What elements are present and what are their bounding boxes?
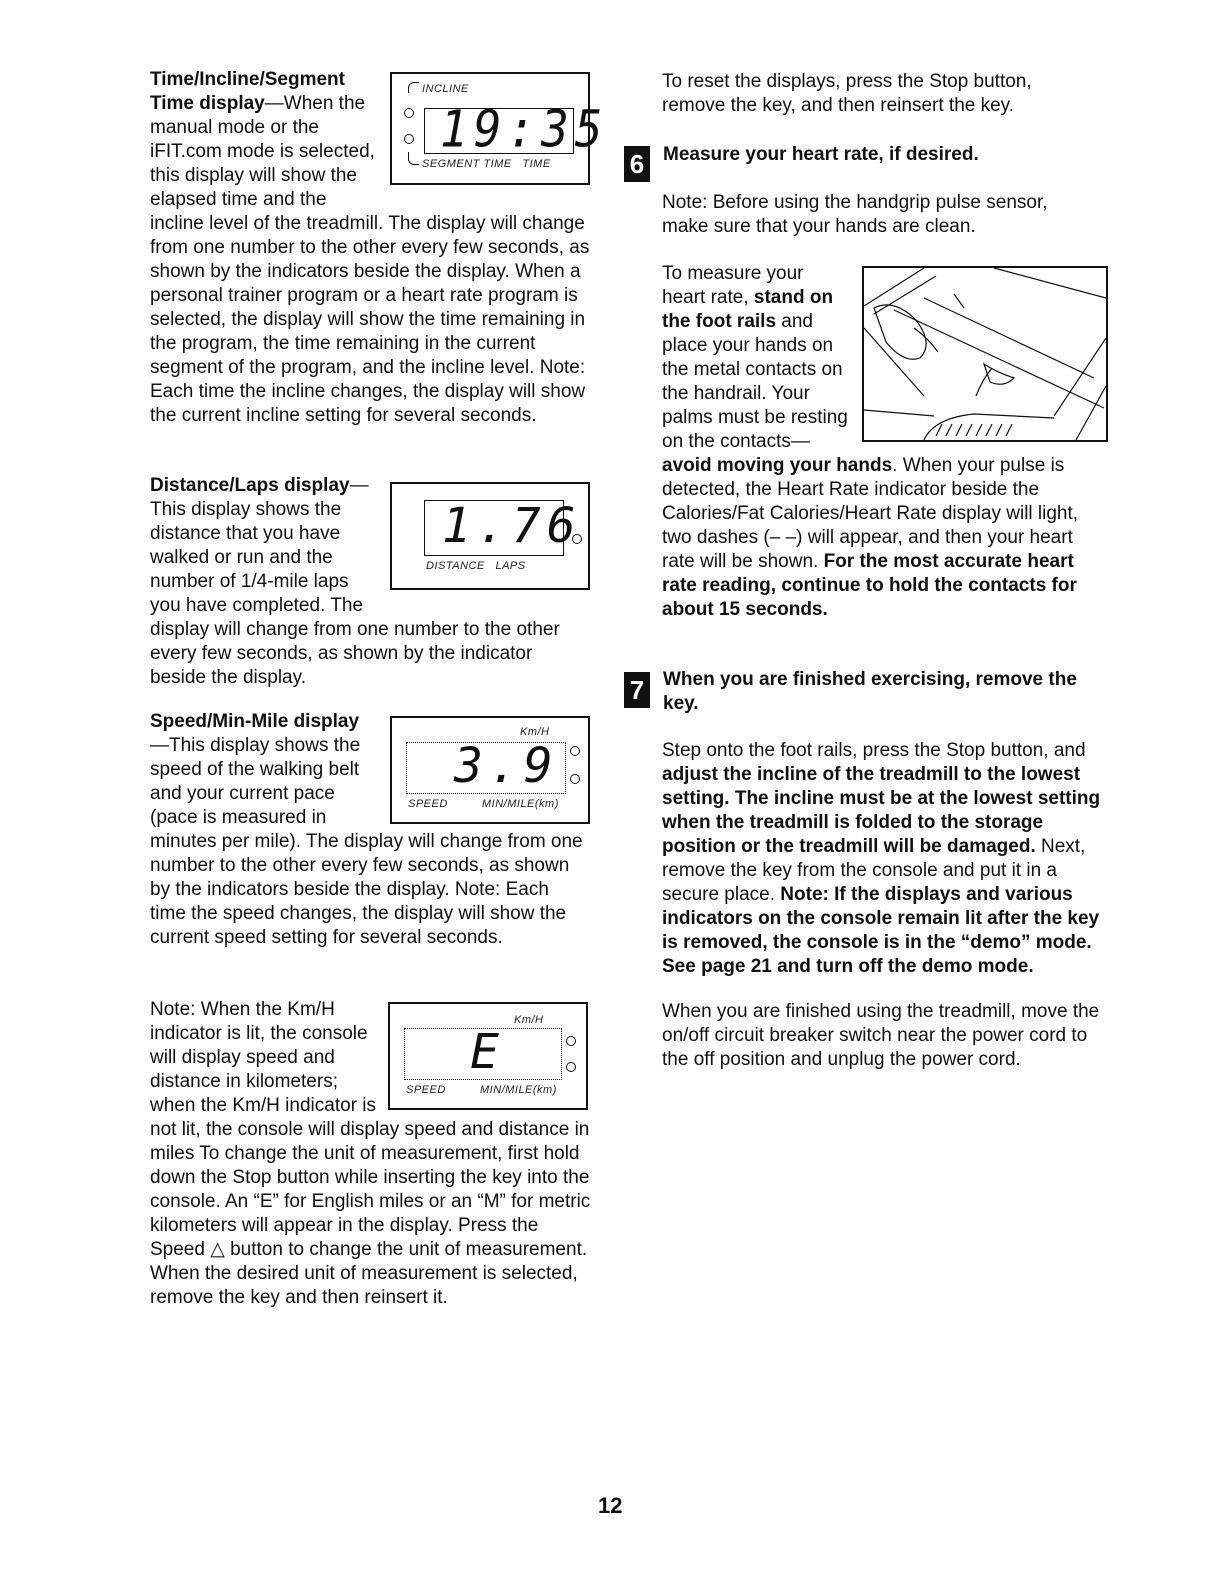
speed-heading: Speed/Min-Mile display [150,711,360,732]
time-lcd-panel [390,72,609,185]
units-minmile-indicator [566,1062,576,1072]
units-minmile-label: MIN/MILE(km) [480,1084,557,1096]
minmile-label: MIN/MILE(km) [482,798,559,810]
distance-readout: 1.76 [442,498,582,554]
kmh-indicator [570,746,580,756]
segment-time-label: SEGMENT TIME TIME [422,158,551,170]
page-number: 12 [598,1493,623,1518]
time-section [150,68,609,428]
step6-note: Note: Before using the handgrip pulse sensor, make sure that your hands are clean. [662,192,1048,237]
time-indicator [404,134,414,144]
units-lcd-panel [388,1002,588,1110]
kmh-label: Km/H [520,726,550,738]
incline-label: INCLINE [422,83,469,95]
incline-indicator [404,108,414,118]
time-paragraph: Time/Incline/Segment Time display—When the manual mode or the iFIT.com mode is selected, this display will show the elapsed time and the incline level of the treadmill. The display will change from one number to the other every few seconds, as shown by the indicators beside the display. When a personal trainer program or a heart rate program is selected, the display will show the time remaining in the program, the time remaining in the current segment of the program, and the incline level. Note: Each time the incline changes, the display will show the current incline setting for several seconds. [150,69,590,426]
distance-section [150,474,590,690]
units-paragraph: Note: When the Km/H indicator is lit, the console will display speed and distance in kilometers; when the Km/H indicator is not lit, the console will display speed and distance in miles To change the unit of measurement, first hold down the Stop button while inserting the key into the console. An “E” for English miles or an “M” for metric kilometers will appear in the display. Press the Speed △ button to change the unit of measurement. When the desired unit of measurement is selected, remove the key and then reinsert it. [150,999,591,1308]
distance-paragraph: Distance/Laps display—This display shows the distance that you have walked or run and the number of 1/4-mile laps you have completed. The display will change from one number to the other every few seconds, as shown by the indicator beside the display. [150,475,560,688]
step7-heading: When you are finished exercising, remove the key. [663,669,1077,714]
step7-badge: 7 [624,672,650,708]
distance-heading: Distance/Laps display [150,475,350,496]
minmile-indicator [570,774,580,784]
speed-lcd-panel [390,716,590,824]
handgrip-pulse-sensor-icon [864,268,1106,440]
time-heading: Time/Incline/Segment Time display [150,69,345,114]
units-kmh-label: Km/H [514,1014,544,1026]
units-readout: E [470,1024,505,1080]
units-speed-label: SPEED [406,1084,446,1096]
speed-label: SPEED [408,798,448,810]
handrail-illustration [862,266,1108,442]
units-section [150,998,594,1310]
final-paragraph: When you are finished using the treadmill, move the on/off circuit breaker switch near the power cord to the off position and unplug the power cord. [662,1001,1100,1070]
reset-text: To reset the displays, press the Stop button, remove the key, and then reinsert the key. [662,71,1032,116]
step6-badge: 6 [624,146,650,182]
step6-section [662,262,1108,622]
distance-laps-label: DISTANCE LAPS [426,560,526,572]
units-kmh-indicator [566,1036,576,1046]
step6-heading: Measure your heart rate, if desired. [663,144,979,165]
speed-section [150,710,590,950]
speed-readout: 3.9 [454,738,559,794]
time-readout: 19:35 [440,99,609,159]
step7-paragraph: Step onto the foot rails, press the Stop button, and adjust the incline of the treadmill to the lowest setting. The incline must be at the lowest setting when the treadmill is folded to the storage position or the treadmill will be damaged. Next, remove the key from the console and put it in a secure place. Note: If the displays and various indicators on the console remain lit after the key is removed, the console is in the “demo” mode. See page 21 and turn off the demo mode. [662,740,1101,977]
step6-paragraph: To measure your heart rate, stand on the foot rails and place your hands on the metal contacts on the handrail. Your palms must be resting on the contacts—avoid moving your hands. When your pulse is detected, the Heart Rate indicator beside the Calories/Fat Calories/Heart Rate display will light, two dashes (– –) will appear, and then your heart rate will be shown. For the most accurate heart rate reading, continue to hold the contacts for about 15 seconds. [662,263,1079,620]
laps-indicator [572,534,582,544]
distance-lcd-panel [390,482,590,590]
speed-paragraph: Speed/Min-Mile display—This display shows the speed of the walking belt and your current pace (pace is measured in minutes per mile). The display will change from one number to the other every few seconds, as shown by the indicators beside the display. Note: Each time the speed changes, the display will show the current speed setting for several seconds. [150,711,583,948]
